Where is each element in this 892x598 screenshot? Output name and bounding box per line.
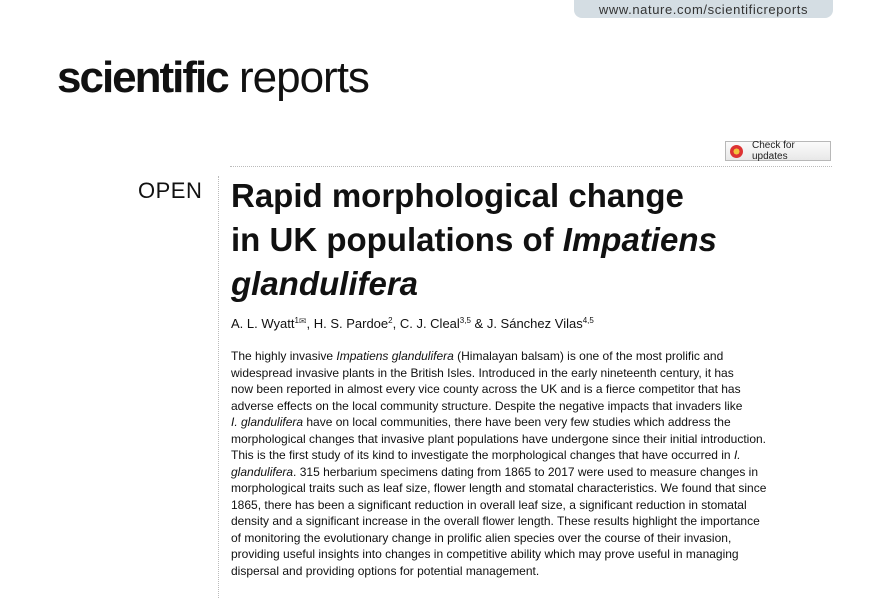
article-title <box>231 174 831 306</box>
check-for-updates-button[interactable] <box>725 141 831 161</box>
abstract-line <box>231 464 832 481</box>
journal-logo <box>57 52 369 104</box>
abstract-species: Impatiens glandulifera <box>336 349 454 363</box>
abstract-text: . 315 herbarium specimens dating from 1865 to 2017 were used to measure changes in <box>293 464 758 479</box>
author-affiliation: 2 <box>388 316 393 325</box>
title-species-genus: Impatiens <box>562 221 717 258</box>
abstract-species: glandulifera <box>231 464 294 479</box>
author-name[interactable]: J. Sánchez Vilas <box>486 316 583 331</box>
title-line-2 <box>231 218 831 262</box>
abstract-text: This is the first study of its kind to investigate the morphological changes that have occurred in <box>231 448 734 462</box>
margin-rule <box>218 176 219 598</box>
author-name[interactable]: C. J. Cleal <box>399 316 460 331</box>
abstract-line: dispersal and providing options for potential management. <box>231 563 540 578</box>
abstract-line <box>231 348 832 365</box>
author-affiliation: 3,5 <box>459 316 471 325</box>
abstract-line: providing useful insights into changes in competitive ability which may prove useful in managing <box>231 547 739 561</box>
author-separator: , <box>306 316 314 331</box>
author-name[interactable]: H. S. Pardoe <box>313 316 389 331</box>
logo-bold-text: scientific <box>57 53 228 102</box>
author-affiliation: 4,5 <box>582 316 594 325</box>
abstract-species: I. <box>733 448 741 462</box>
check-for-updates-label: Check for updates <box>752 140 795 162</box>
title-line-3 <box>231 262 831 306</box>
abstract-line: morphological traits such as leaf size, flower length and stomatal characteristics. We found that since <box>231 481 767 495</box>
title-line-1: Rapid morphological change <box>231 177 684 214</box>
abstract-line: adverse effects on the local community structure. Despite the negative impacts that invaders like <box>231 398 743 413</box>
abstract-line <box>231 447 832 464</box>
envelope-icon[interactable]: ✉ <box>298 316 307 326</box>
abstract-line: morphological changes that invasive plant populations have undergone since their initial introduction. <box>231 431 767 446</box>
crossmark-icon <box>730 145 743 158</box>
abstract-text: (Himalayan balsam) is one of the most prolific and <box>453 349 724 363</box>
author-list <box>231 316 831 331</box>
title-species-epithet: glandulifera <box>231 265 419 302</box>
abstract-line: now been reported in almost every vice county across the UK and is a fierce competitor that has <box>231 382 741 396</box>
abstract-line: 1865, there has been a significant reduction in overall leaf size, a significant reduction in stomatal <box>231 497 747 512</box>
open-access-label: OPEN <box>138 178 203 203</box>
logo-light-text: reports <box>238 53 369 102</box>
abstract-line: widespread invasive plants in the British Isles. Introduced in the early nineteenth century, it has <box>231 365 734 380</box>
author-separator: & <box>470 316 487 331</box>
author-name[interactable]: A. L. Wyatt <box>231 316 295 331</box>
author-separator: , <box>392 316 400 331</box>
abstract-line <box>231 414 832 431</box>
abstract-text: have on local communities, there have been very few studies which address the <box>303 415 731 429</box>
author-affiliation: 1 <box>294 316 299 325</box>
header-divider <box>230 166 832 167</box>
journal-url-link[interactable]: www.nature.com/scientificreports <box>574 0 833 18</box>
abstract <box>231 348 832 579</box>
abstract-line: density and a significant increase in the overall flower length. These results highlight the importance <box>231 514 760 528</box>
abstract-text: The highly invasive <box>231 349 337 363</box>
abstract-line: of monitoring the evolutionary change in prolific alien species over the course of their invasion, <box>231 530 732 545</box>
abstract-species: I. glandulifera <box>231 415 304 429</box>
title-line-2-text: in UK populations of <box>231 221 563 258</box>
